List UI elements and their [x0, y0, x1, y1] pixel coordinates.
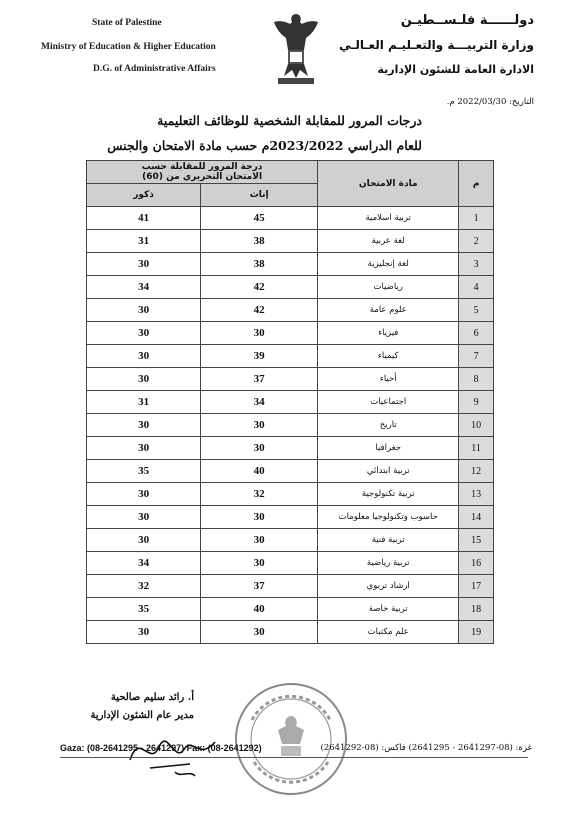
footer-divider	[60, 757, 528, 758]
row-number: 17	[459, 575, 494, 598]
row-female-score: 45	[201, 207, 318, 230]
row-male-score: 32	[87, 575, 201, 598]
row-female-score: 40	[201, 460, 318, 483]
document-subtitle: للعام الدراسي 2023/2022م حسب مادة الامتحان والجنس	[107, 138, 422, 153]
row-number: 7	[459, 345, 494, 368]
row-male-score: 30	[87, 345, 201, 368]
row-male-score: 30	[87, 437, 201, 460]
row-subject: تربية ابتدائي	[318, 460, 459, 483]
header-english-state: State of Palestine	[92, 18, 162, 28]
table-row	[87, 529, 494, 552]
row-male-score: 30	[87, 414, 201, 437]
row-female-score: 30	[201, 414, 318, 437]
row-female-score: 39	[201, 345, 318, 368]
column-header-number: م	[459, 161, 494, 207]
row-female-score: 42	[201, 299, 318, 322]
table-row	[87, 621, 494, 644]
row-subject: أحياء	[318, 368, 459, 391]
footer-contact-english: Gaza: (08-2641295 - 2641297) Fax: (08-2641292)	[60, 743, 262, 753]
passing-scores-table	[86, 160, 494, 644]
row-subject: حاسوب وتكنولوجيا معلومات	[318, 506, 459, 529]
table-row	[87, 598, 494, 621]
table-row	[87, 322, 494, 345]
column-header-subject: مادة الامتحان	[318, 161, 459, 207]
row-female-score: 37	[201, 368, 318, 391]
row-number: 15	[459, 529, 494, 552]
row-male-score: 35	[87, 460, 201, 483]
table-row	[87, 506, 494, 529]
row-subject: تربية تكنولوجية	[318, 483, 459, 506]
official-stamp	[232, 680, 350, 798]
table-row	[87, 437, 494, 460]
table-row	[87, 483, 494, 506]
row-male-score: 30	[87, 253, 201, 276]
row-female-score: 30	[201, 322, 318, 345]
table-body	[87, 207, 494, 644]
row-subject: لغة عربية	[318, 230, 459, 253]
row-male-score: 30	[87, 322, 201, 345]
row-male-score: 30	[87, 483, 201, 506]
table-row	[87, 368, 494, 391]
row-male-score: 34	[87, 276, 201, 299]
row-subject: فيزياء	[318, 322, 459, 345]
row-male-score: 30	[87, 529, 201, 552]
signatory-title: مدير عام الشئون الإدارية	[90, 710, 194, 721]
row-male-score: 34	[87, 552, 201, 575]
row-male-score: 41	[87, 207, 201, 230]
row-subject: تربية رياضية	[318, 552, 459, 575]
row-subject: تربية فنية	[318, 529, 459, 552]
row-subject: اجتماعيات	[318, 391, 459, 414]
row-female-score: 38	[201, 253, 318, 276]
row-female-score: 40	[201, 598, 318, 621]
table-row	[87, 345, 494, 368]
row-number: 3	[459, 253, 494, 276]
row-number: 2	[459, 230, 494, 253]
header-arabic-ministry: وزارة التربيـــة والتعـليـم العـالـي	[339, 38, 534, 52]
row-subject: تربية اسلامية	[318, 207, 459, 230]
row-female-score: 38	[201, 230, 318, 253]
row-male-score: 30	[87, 368, 201, 391]
palestine-eagle-emblem-icon	[266, 10, 326, 88]
table-row	[87, 391, 494, 414]
row-male-score: 30	[87, 299, 201, 322]
table-row	[87, 230, 494, 253]
row-number: 4	[459, 276, 494, 299]
row-number: 9	[459, 391, 494, 414]
header-english-ministry: Ministry of Education & Higher Education	[41, 42, 216, 52]
row-number: 12	[459, 460, 494, 483]
row-subject: كيمياء	[318, 345, 459, 368]
row-male-score: 35	[87, 598, 201, 621]
row-number: 8	[459, 368, 494, 391]
row-number: 16	[459, 552, 494, 575]
column-group-label-line2: الامتحان التحريري من (60)	[142, 172, 263, 182]
table-row	[87, 207, 494, 230]
column-header-passing-score-group	[87, 161, 318, 184]
row-female-score: 30	[201, 437, 318, 460]
row-subject: علوم عامة	[318, 299, 459, 322]
row-subject: تربية خاصة	[318, 598, 459, 621]
row-male-score: 30	[87, 506, 201, 529]
row-number: 18	[459, 598, 494, 621]
row-number: 13	[459, 483, 494, 506]
column-header-female: إناث	[201, 184, 318, 207]
row-number: 6	[459, 322, 494, 345]
row-female-score: 34	[201, 391, 318, 414]
row-number: 11	[459, 437, 494, 460]
row-female-score: 42	[201, 276, 318, 299]
row-male-score: 31	[87, 230, 201, 253]
footer-contact-arabic: غزة: (08-2641297 - 2641295) فاكس: (08-2641292)	[320, 743, 532, 753]
row-number: 10	[459, 414, 494, 437]
header-english-directorate: D.G. of Administrative Affairs	[93, 64, 216, 74]
table-row	[87, 575, 494, 598]
table-row	[87, 253, 494, 276]
row-number: 5	[459, 299, 494, 322]
row-subject: علم مكتبات	[318, 621, 459, 644]
row-female-score: 32	[201, 483, 318, 506]
row-subject: تاريخ	[318, 414, 459, 437]
table-row	[87, 299, 494, 322]
table-row	[87, 460, 494, 483]
row-female-score: 30	[201, 552, 318, 575]
header-arabic-directorate: الادارة العامة للشئون الإدارية	[377, 63, 534, 76]
column-header-male: ذكور	[87, 184, 201, 207]
table-row	[87, 414, 494, 437]
table-row	[87, 552, 494, 575]
row-male-score: 31	[87, 391, 201, 414]
table-row	[87, 276, 494, 299]
document-title: درجات المرور للمقابلة الشخصية للوظائف التعليمية	[157, 113, 422, 128]
row-female-score: 37	[201, 575, 318, 598]
column-group-label-line1: درجة المرور للمقابلة حسب	[141, 162, 263, 172]
row-subject: رياضيات	[318, 276, 459, 299]
header-arabic-state: دولــــــة فلـســطيـن	[400, 13, 534, 28]
document-date: التاريخ: 2022/03/30 م.	[446, 97, 534, 107]
row-female-score: 30	[201, 506, 318, 529]
row-number: 19	[459, 621, 494, 644]
signatory-name: أ. رائد سليم صالحية	[110, 692, 194, 703]
row-number: 1	[459, 207, 494, 230]
row-female-score: 30	[201, 529, 318, 552]
row-female-score: 30	[201, 621, 318, 644]
row-number: 14	[459, 506, 494, 529]
row-subject: جغرافيا	[318, 437, 459, 460]
row-subject: ارشاد تربوي	[318, 575, 459, 598]
row-subject: لغة إنجليزية	[318, 253, 459, 276]
row-male-score: 30	[87, 621, 201, 644]
